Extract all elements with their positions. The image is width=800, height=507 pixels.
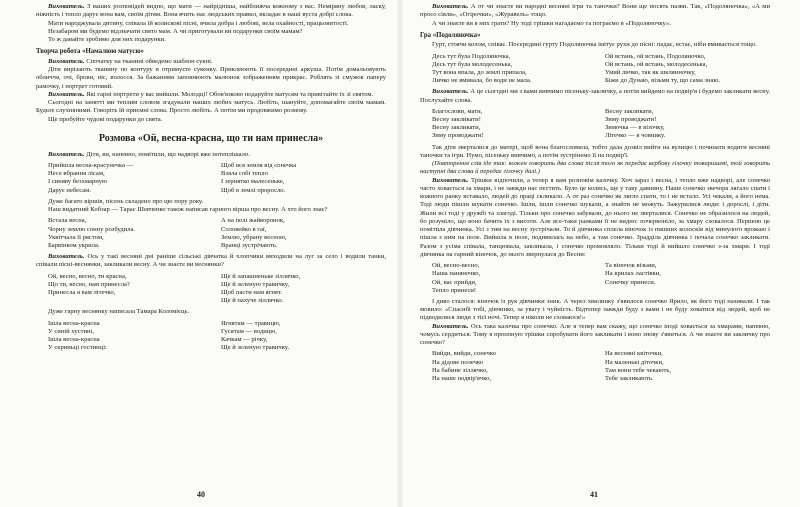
right-page-text	[420, 3, 770, 383]
paragraph: І диво сталося: віночок із рук дівчинки зник. А через хвилинку з'явилося сонечко Ярило, як його тоді називали. І так мовило: «Спасибі тобі, дівчинко, за увагу і чуйність. Відтепер завжди буду з вами і не буду ховатися від людей, щоб не підводилися люди з тієї ночі. Тепер я ніколи не сховаюся!»	[420, 297, 770, 322]
poem-block: Десь тут була Подоляночка, Десь тут була молодесенька, Тут вона впала, до землі припала, Личко не вмивала, бо води не мала. Ой встань, ой встань, Подоляночко, Ой встань, ой встань, молодесенька, Умий личко, так як шклянночку, Біжи до Дунаю, візьми ту, що сама знаю.	[432, 52, 721, 85]
paragraph: Вихователь. Ось у такі весняні дні раніше сільські дівчатка й хлопчики виходили на луг за село і водили танки, співали пісні-веснянки, закликали весну. А чи знаєте ви веснянки?	[36, 253, 387, 269]
paragraph: Дуже багато віршів, пісень складено про цю пору року.	[48, 197, 204, 205]
paragraph: Вихователь. А це сьогодні ми з вами вивчимо пісеньку-закличку, а потім вийдемо на подвір'я і будемо закликати весну. Послухайте слова.	[420, 88, 771, 104]
paragraph: Вихователь. Які гарні портрети у вас вийшли. Молодці! Обов'язково подаруйте матусям та привітайте їх зі святом.	[48, 90, 374, 98]
paragraph: (Повторення слів іде так: кожен говорить два слова після того як передає вербову гілочку товаришеві, той говорить наступні два слова й передає гілочку далі.)	[420, 160, 770, 176]
chapter-heading: Розмова «Ой, весна-красна, що ти нам принесла»	[98, 132, 324, 144]
right-page	[400, 0, 800, 507]
poem-block: Ой, весно, весно, ти красна, Що ти, весно, нам принесла? Принесла я вам літечко, Ще й запашненьке зіллячко, Ще й зеленую травичку, Щоб пасти нам ягнят. Ще й пахуче зіллячко.	[48, 272, 301, 305]
paragraph: Незабаром ми будемо відзначати свято мам. А чи приготували ви подарунки своїм мамам?	[48, 27, 303, 35]
paragraph: Вихователь. Ось така казочка про сонечко. Але я тепер вам скажу, що сонечко іноді ховається за хмарами, напевно, чомусь сердиться. Тому я пропоную трішки спробувати його закликати і воно знову з'явиться. А чи знаєте ви закличку про сонечко?	[420, 322, 771, 347]
poem-block: Ішла весна-красна У синій хустині, Ішла весна-красна У скриньці гостинці: Ягнятам — травицю, Гусятам — водицю, Качкам — річку, Ще й зеленую травичку.	[48, 319, 290, 352]
paragraph: А чи знаєте ви в них грати? Ну тоді трішки нагадаємо та пограємо в «Подоляночку».	[432, 19, 671, 27]
paragraph: Діти вирізають тканину по контуру в отримуєте сукенку. Приклеюють її посередині аркуша. Потім домальовують обличчя, очі, брови, ніс, волосся. За бажанням заповнюють малюнок зображенням прикрас. Роблять зі смужок паперу рамочку, і портрет готовий.	[36, 66, 386, 90]
paragraph: То ж давайте зробимо для них подарунки.	[48, 36, 166, 43]
section-heading: Творча робота «Намалюю матусю»	[36, 48, 144, 56]
paragraph: Дуже гарну веснянку написала Тамара Коломієць.	[48, 308, 190, 316]
paragraph: Вихователь. Трішки відпочили, а тепер я вам розповім казочку. Хоч зараз і весна, і тепло вже надворі, але сонечко часто ховається за хмари, і не завжди нас пестить. Було це колись, ще у таку давнину. Наше сонечко звечора лягало спати і кожного ранку вставало, людей до праці скликало. А от раз сонечко як лягло спати, то і не встало. Усі чекали, а його нема. Тоді люди пішли шукати сонечко. Ішли, ішли сонечко шукали, а знайти не можуть. Зажурилися люди: і дорослі, і діти. Жили всі тоді у дружбі та злагоді. Тільки про сонечко забували, до нього не зверталися. Сонечко не образилося на людей, бо розуміло, що воно бачить їх з висоти. Але все-таки ранками її не видно: почервоніло, за хмару сховалося. Першою це помітила дівчинка. Усі з тим на весну зустрічали. То й дівчинка сплела віночок із пишних колосків від минулого врожаю і пішла з ним на поле. Вийшла в поле, подивилась на небо, а там сонечко. Зрадділа дівчинка і почала сонечко закликати. Разом з усіма співала, танцювала, закликала, і сонечко промовляло. Тільки тоді й вийшло сонечко з-за хмари. І тоді дівчинка на гарний віночок, до нього звернулася до Весни:	[420, 176, 770, 258]
paragraph: Мати народжувала дитину, співала їй колискові пісні, вчила добра і любові, вела охайності, працьовитості.	[48, 19, 349, 27]
paragraph: Вихователь. Спочатку на тканині обведемо шаблон сукні.	[48, 57, 213, 65]
paragraph: Так діти зверталися до матері, щоб вона благословила, тобто дала дозвіл вийти на вулицю і починати водити весняні таночки та ігри. Нумо, пісеньку вивчимо, а потім зустрінемо її на подвір'ї.	[420, 143, 770, 159]
page-number: 41	[590, 490, 598, 499]
page-number: 40	[197, 490, 205, 499]
section-heading: Гра «Подоляночка»	[420, 31, 481, 39]
paragraph: Вихователь. А от чи знаєте ви народні весняні ігри та таночки? Вони ще носять назви. Так, «Подоляночка», «А ми просо сіяли», «Огірочки», «Журавель» тощо.	[420, 3, 770, 19]
left-page-text	[36, 3, 386, 353]
poem-block: Прийшла весна-красунечка — Несе вбрання лісам, І синяву безхмарную Дарує небесам. Щоб вся земля від сонечка Взяла собі тепло І зернятко малесеньке, Щоб в землі проросло.	[48, 162, 297, 194]
paragraph: Сьогодні на занятті ми теплим словом згадували наших любих матусь. Любіть, шануйте, допомагайте своїм мамам. Будьте слухняними. Говоріть їй приємні слова. Просто любіть. А потім ми продовжимо розмову.	[36, 99, 386, 115]
paragraph: Ще пробуйте чудові подарунки до свята.	[48, 115, 163, 123]
poem-block: Благослови, мати, Весну закликати! Весну закликати, Зиму проводжати! Весну закликати, Зиму проводжати! Зимочка — в візочку, Літечко — в човнику.	[432, 107, 666, 140]
poem-block: Ой, весно-весно, Наша паняночко, Ой, вас прийди, Тепло принеси! Та віночок візьми, На крилах ластівки, Сонечку принеси.	[432, 262, 661, 294]
paragraph: Вихователь. З ваших розповідей видно, що мати — найрідніша, найближча кожному з вас. Неміряну любов, ласку, ніжність і тепло дарує вона вам, своїм дітям. Вона вчить нас людських правил, вкладає в наші вуста добрі слова.	[36, 3, 387, 19]
poem-block: Вийди, вийди, сонечко На дідове полечко На бабине зіллячко, На наше подвір'ячко, На весняні квіточки, На маленькі діточки, Там вони тебе чекають, Тебе закликають.	[432, 350, 671, 383]
paragraph: Вихователь. Діти, ви, напевно, помітили, що надворі вже потеплішало.	[48, 150, 250, 158]
poem-block: Встала весна, Чорну землю сонну розбудила. Уквітчала її рястом, Барвінком укрила. А на полі жайворонок, Соловейко в гаї, Землю, убрану весною, Вранці зустрічають.	[48, 217, 287, 249]
paragraph: Наш видатний Кобзар — Тарас Шевченко також написав гарного вірша про весну. А хто його знає?	[48, 206, 328, 214]
paragraph: Гурт, стоячи колом, співає. Посередині гурту Подоляночка імітує рухи до пісні: падає, встає, ніби вмивається тощо.	[432, 41, 757, 49]
